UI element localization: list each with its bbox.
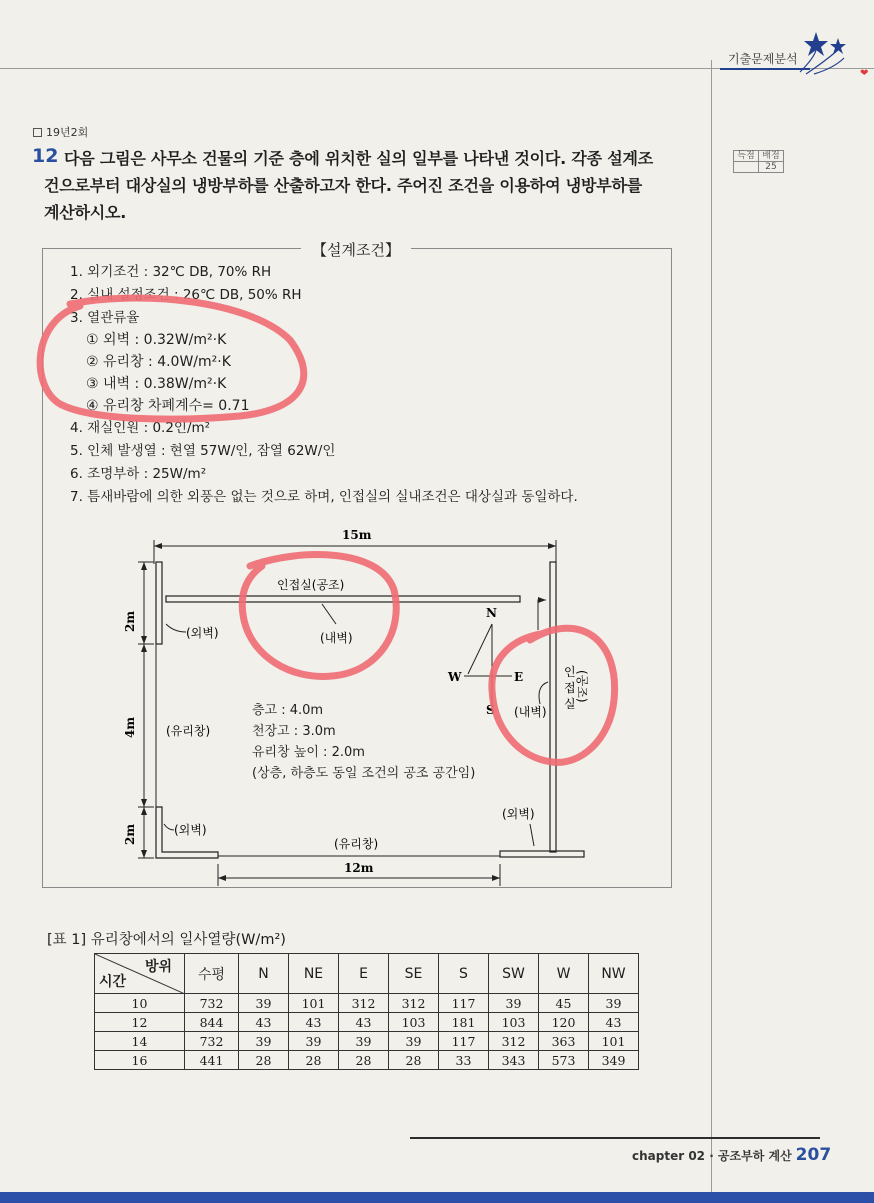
outer-wall-top-label: (외벽) xyxy=(186,626,219,640)
question-number: 12 xyxy=(32,145,59,167)
compass-s: S xyxy=(486,703,495,717)
condition-item: ③ 내벽 : 0.38W/m²·K xyxy=(86,376,227,392)
corner-time-label: 시간 xyxy=(99,974,127,990)
glass-left-label: (유리창) xyxy=(166,724,211,738)
inner-wall-top-label: (내벽) xyxy=(320,631,353,645)
marker-circle-inner-wall xyxy=(242,555,396,677)
conditions-title: 【설계조건】 xyxy=(312,241,400,259)
dim-label-bottom: 12m xyxy=(344,861,374,875)
table-cell: 45 xyxy=(539,994,589,1013)
table-cell: 103 xyxy=(489,1013,539,1032)
adjacent-right-char-1: 인 xyxy=(564,665,576,679)
marker-circle-conditions xyxy=(40,298,304,419)
adjacent-room-top-label: 인접실(공조) xyxy=(277,578,345,592)
note-floor-height: 층고 : 4.0m xyxy=(252,703,324,718)
column-header: 수평 xyxy=(185,954,239,994)
table-cell: 363 xyxy=(539,1032,589,1051)
points-value: 25 xyxy=(759,162,784,173)
table-cell: 103 xyxy=(389,1013,439,1032)
table-cell: 43 xyxy=(289,1013,339,1032)
table-cell: 732 xyxy=(185,994,239,1013)
table-cell: 117 xyxy=(439,994,489,1013)
table-cell: 39 xyxy=(339,1032,389,1051)
table-cell: 33 xyxy=(439,1051,489,1070)
score-label: 득점 xyxy=(734,151,759,162)
condition-item: ① 외벽 : 0.32W/m²·K xyxy=(86,332,227,348)
dim-label-left-bot: 2m xyxy=(123,823,137,845)
table-cell: 39 xyxy=(239,994,289,1013)
bookmark-icon: ❤ xyxy=(860,68,869,79)
page-number: 207 xyxy=(795,1145,832,1165)
table-cell: 39 xyxy=(489,994,539,1013)
table-cell: 12 xyxy=(95,1013,185,1032)
compass-n: N xyxy=(486,606,497,620)
corner-direction-label: 방위 xyxy=(144,959,172,975)
condition-item: 5. 인체 발생열 : 현열 57W/인, 잠열 62W/인 xyxy=(70,443,336,459)
condition-item: 2. 실내 설정조건 : 26℃ DB, 50% RH xyxy=(70,287,302,303)
condition-item: 1. 외기조건 : 32℃ DB, 70% RH xyxy=(70,264,272,280)
adjacent-right-char-2: 접 xyxy=(564,681,576,695)
adjacent-right-char-3: 실 xyxy=(564,697,576,711)
condition-item: 3. 열관류율 xyxy=(70,310,140,326)
table-cell: 117 xyxy=(439,1032,489,1051)
note-window-height: 유리창 높이 : 2.0m xyxy=(252,745,365,760)
table-cell: 43 xyxy=(589,1013,639,1032)
table-cell: 43 xyxy=(239,1013,289,1032)
column-header: SW xyxy=(489,954,539,994)
condition-item: 7. 틈새바람에 의한 외풍은 없는 것으로 하며, 인접실의 실내조건은 대상실과 동일하다. xyxy=(70,489,578,505)
table-cell: 312 xyxy=(489,1032,539,1051)
outer-wall-bottom-right-label: (외벽) xyxy=(502,807,535,821)
question-line-3: 계산하시오. xyxy=(44,203,127,222)
dim-label-left-mid: 4m xyxy=(123,716,137,738)
condition-item: 4. 재실인원 : 0.2인/m² xyxy=(70,420,211,436)
table-cell: 39 xyxy=(289,1032,339,1051)
table-cell: 43 xyxy=(339,1013,389,1032)
dim-label-left-top: 2m xyxy=(123,610,137,632)
column-header: E xyxy=(339,954,389,994)
condition-item: ② 유리창 : 4.0W/m²·K xyxy=(86,354,231,370)
table-cell: 573 xyxy=(539,1051,589,1070)
table-cell: 349 xyxy=(589,1051,639,1070)
column-header: N xyxy=(239,954,289,994)
inner-wall-right-label: (내벽) xyxy=(514,705,547,719)
bottom-band xyxy=(0,1192,874,1203)
table-cell: 312 xyxy=(339,994,389,1013)
condition-item: ④ 유리창 차폐계수= 0.71 xyxy=(86,398,250,414)
table-cell: 28 xyxy=(289,1051,339,1070)
column-header: S xyxy=(439,954,489,994)
compass-e: E xyxy=(514,670,524,684)
column-header: NE xyxy=(289,954,339,994)
page-footer xyxy=(632,1145,831,1165)
question-line-1: 다음 그림은 사무소 건물의 기준 층에 위치한 실의 일부를 나타낸 것이다. 각종 설계조 xyxy=(64,149,654,168)
table-cell: 28 xyxy=(339,1051,389,1070)
table-cell: 120 xyxy=(539,1013,589,1032)
table-cell: 28 xyxy=(239,1051,289,1070)
table-cell: 39 xyxy=(389,1032,439,1051)
table-cell: 844 xyxy=(185,1013,239,1032)
marker-circle-adjacent-room xyxy=(492,628,615,762)
adjacent-right-char-4: (공조) xyxy=(575,670,589,703)
exam-tag-text: 19년2회 xyxy=(46,126,89,139)
table-cell: 39 xyxy=(589,994,639,1013)
points-label: 배점 xyxy=(759,151,784,162)
footer-chapter: chapter 02 · 공조부하 계산 xyxy=(632,1149,792,1163)
condition-item: 6. 조명부하 : 25W/m² xyxy=(70,466,207,482)
footer-rule xyxy=(410,1137,820,1139)
note-ceiling-height: 천장고 : 3.0m xyxy=(252,724,336,739)
table-caption: [표 1] 유리창에서의 일사열량(W/m²) xyxy=(47,932,286,948)
table-cell: 441 xyxy=(185,1051,239,1070)
question-line-2: 건으로부터 대상실의 냉방부하를 산출하고자 한다. 주어진 조건을 이용하여 냉방부하를 xyxy=(44,176,643,195)
table-cell: 181 xyxy=(439,1013,489,1032)
glass-bottom-label: (유리창) xyxy=(334,837,379,851)
table-cell: 343 xyxy=(489,1051,539,1070)
column-header: SE xyxy=(389,954,439,994)
outer-wall-bottom-left-label: (외벽) xyxy=(174,823,207,837)
table-cell: 10 xyxy=(95,994,185,1013)
table-cell: 28 xyxy=(389,1051,439,1070)
section-label: 기출문제분석 xyxy=(728,52,798,66)
table-cell: 14 xyxy=(95,1032,185,1051)
note-adjacent-floors: (상층, 하층도 동일 조건의 공조 공간임) xyxy=(252,766,476,781)
table-cell: 101 xyxy=(589,1032,639,1051)
dim-label-top: 15m xyxy=(342,528,372,542)
table-cell: 732 xyxy=(185,1032,239,1051)
column-header: NW xyxy=(589,954,639,994)
table-cell: 16 xyxy=(95,1051,185,1070)
table-cell: 39 xyxy=(239,1032,289,1051)
compass-w: W xyxy=(448,670,462,684)
table-cell: 312 xyxy=(389,994,439,1013)
table-cell: 101 xyxy=(289,994,339,1013)
column-header: W xyxy=(539,954,589,994)
